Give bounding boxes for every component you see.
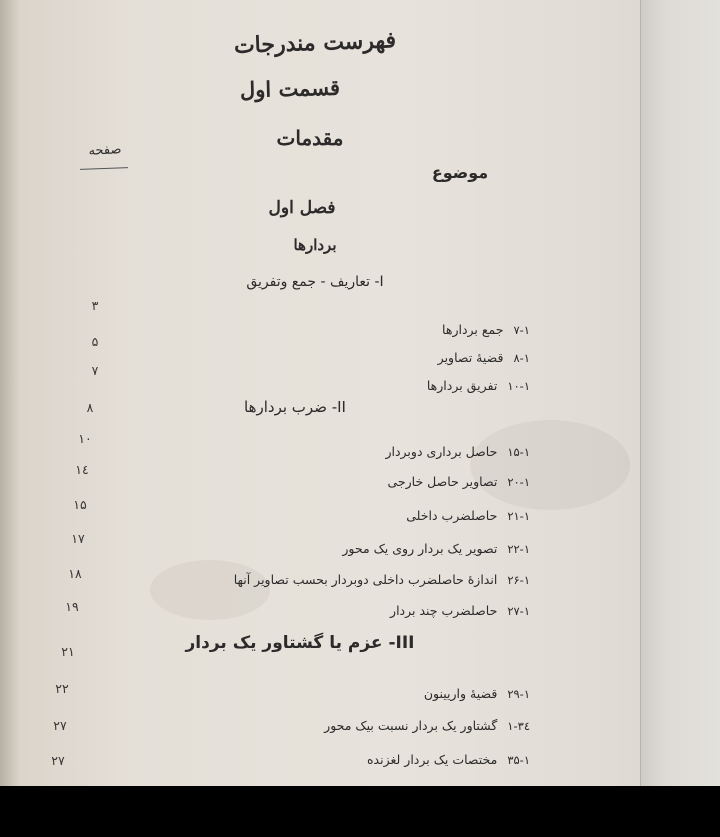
entry-page-number: ۱۰ [78, 431, 92, 446]
entry-number: ۲۶-۱ [507, 573, 530, 587]
toc-entry [385, 444, 530, 459]
entry-number: ۷-۱ [513, 323, 530, 337]
section-heading: III- عزم یا گشتاور یک بردار [185, 633, 415, 653]
entry-title: تصاویر حاصل خارجی [387, 474, 498, 489]
entry-page-number: ۷ [91, 363, 99, 378]
entry-title: تفریق بردارها [426, 378, 498, 393]
toc-entry [234, 572, 530, 587]
toc-entry [406, 508, 530, 523]
entry-number: ۱۰-۱ [507, 379, 530, 393]
entry-number: ۳۵-۱ [507, 753, 530, 767]
toc-entry [390, 603, 530, 618]
entry-title: جمع بردارها [442, 322, 504, 337]
entry-number: ۲۷-۱ [507, 604, 530, 618]
part-title: قسمت اول [239, 74, 341, 103]
topic-column-label: موضوع [431, 163, 489, 182]
entry-number: ۲۲-۱ [507, 542, 530, 556]
section-page-number: ۸ [86, 400, 94, 415]
entry-number: ۲۱-۱ [507, 509, 530, 523]
entry-title: گشتاور یک بردار نسبت بیک محور [324, 718, 498, 733]
introduction-title: مقدمات [276, 126, 344, 150]
toc-entry [427, 378, 530, 393]
entry-page-number: ۲۷ [53, 718, 67, 733]
paper-stain [470, 420, 630, 510]
section-heading: I- تعاریف - جمع وتفریق [246, 274, 384, 290]
entry-title: حاصل برداری دوبردار [385, 444, 498, 459]
entry-page-number: ۱٤ [75, 462, 89, 477]
entry-number: ۳٤-۱ [507, 719, 530, 733]
entry-page-number: ۲۷ [51, 753, 65, 768]
toc-entry [424, 686, 530, 701]
entry-page-number: ۲۲ [55, 681, 69, 696]
section-heading: II- ضرب بردارها [244, 398, 346, 416]
page-column-label: صفحه [88, 142, 122, 159]
toc-entry [442, 322, 530, 337]
chapter-subtitle: بردارها [293, 236, 337, 254]
toc-entry [342, 541, 530, 556]
entry-title: تصویر یک بردار روی یک محور [342, 541, 498, 556]
entry-title: حاصلضرب چند بردار [390, 603, 498, 618]
entry-page-number: ۱۹ [65, 599, 79, 614]
entry-number: ۸-۱ [513, 351, 530, 365]
entry-title: مختصات یک بردار لغزنده [366, 752, 498, 767]
toc-entry [367, 752, 530, 767]
toc-entry [438, 350, 530, 365]
entry-title: حاصلضرب داخلی [406, 508, 498, 523]
page-column-rule [80, 167, 128, 170]
adjacent-page [640, 0, 720, 786]
entry-title: اندازهٔ حاصلضرب داخلی دوبردار بحسب تصاویر آنها [233, 572, 498, 587]
toc-entry [387, 474, 530, 489]
section-page-number: ۲۱ [61, 644, 75, 659]
toc-heading: فهرست مندرجات [233, 27, 397, 59]
entry-number: ۲۰-۱ [507, 475, 530, 489]
page-gutter-shadow [0, 0, 20, 786]
entry-page-number: ۱۸ [68, 566, 82, 581]
entry-title: قضیهٔ تصاویر [437, 350, 504, 365]
paper-stain [150, 560, 270, 620]
entry-number: ۱۵-۱ [507, 445, 530, 459]
entry-page-number: ۱۵ [73, 497, 87, 512]
section-page-number: ۳ [91, 298, 99, 313]
chapter-title: فصل اول [268, 198, 336, 218]
entry-number: ۲۹-۱ [507, 687, 530, 701]
toc-entry [324, 718, 530, 733]
entry-page-number: ۱۷ [71, 531, 85, 546]
entry-page-number: ۵ [91, 334, 99, 349]
entry-title: قضیهٔ واریینون [423, 686, 498, 701]
